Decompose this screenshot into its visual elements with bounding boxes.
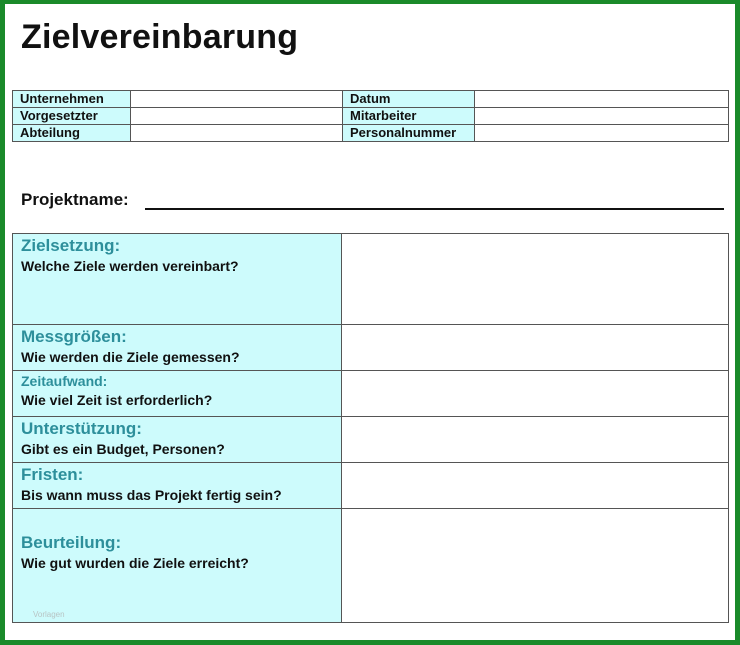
field-unternehmen[interactable] bbox=[131, 91, 343, 108]
table-row bbox=[13, 91, 729, 108]
section-zielsetzung bbox=[13, 234, 342, 325]
section-question: Gibt es ein Budget, Personen? bbox=[21, 441, 225, 457]
watermark: Vorlagen bbox=[33, 610, 65, 619]
table-row bbox=[13, 371, 729, 417]
table-row bbox=[13, 509, 729, 623]
field-vorgesetzter[interactable] bbox=[131, 108, 343, 125]
section-title: Messgrößen: bbox=[21, 327, 127, 346]
header-table bbox=[12, 90, 729, 142]
field-personalnummer[interactable] bbox=[475, 125, 729, 142]
table-row bbox=[13, 234, 729, 325]
answer-zielsetzung[interactable] bbox=[342, 234, 729, 325]
label-personalnummer: Personalnummer bbox=[343, 125, 475, 142]
section-unterstuetzung bbox=[13, 417, 342, 463]
table-row bbox=[13, 417, 729, 463]
answer-beurteilung[interactable] bbox=[342, 509, 729, 623]
section-beurteilung bbox=[13, 509, 342, 623]
answer-zeitaufwand[interactable] bbox=[342, 371, 729, 417]
label-datum: Datum bbox=[343, 91, 475, 108]
project-name-label: Projektname: bbox=[21, 190, 129, 209]
field-datum[interactable] bbox=[475, 91, 729, 108]
table-row bbox=[13, 325, 729, 371]
section-messgroessen bbox=[13, 325, 342, 371]
section-question: Wie viel Zeit ist erforderlich? bbox=[21, 392, 213, 408]
section-title: Zeitaufwand: bbox=[21, 373, 108, 389]
document-title: Zielvereinbarung bbox=[21, 18, 299, 56]
label-unternehmen: Unternehmen bbox=[13, 91, 131, 108]
section-title: Beurteilung: bbox=[21, 533, 122, 552]
label-abteilung: Abteilung bbox=[13, 125, 131, 142]
field-abteilung[interactable] bbox=[131, 125, 343, 142]
section-question: Welche Ziele werden vereinbart? bbox=[21, 258, 239, 274]
answer-unterstuetzung[interactable] bbox=[342, 417, 729, 463]
goals-table bbox=[12, 233, 729, 623]
document-page bbox=[5, 4, 735, 640]
section-title: Fristen: bbox=[21, 465, 84, 484]
section-question: Bis wann muss das Projekt fertig sein? bbox=[21, 487, 282, 503]
section-question: Wie gut wurden die Ziele erreicht? bbox=[21, 555, 249, 571]
label-mitarbeiter: Mitarbeiter bbox=[343, 108, 475, 125]
project-name-field[interactable] bbox=[145, 194, 724, 210]
answer-fristen[interactable] bbox=[342, 463, 729, 509]
field-mitarbeiter[interactable] bbox=[475, 108, 729, 125]
section-zeitaufwand bbox=[13, 371, 342, 417]
section-title: Zielsetzung: bbox=[21, 236, 121, 255]
table-row bbox=[13, 463, 729, 509]
section-fristen bbox=[13, 463, 342, 509]
section-spacer bbox=[21, 511, 333, 533]
table-row bbox=[13, 108, 729, 125]
answer-messgroessen[interactable] bbox=[342, 325, 729, 371]
section-question: Wie werden die Ziele gemessen? bbox=[21, 349, 240, 365]
project-name-row bbox=[21, 190, 724, 210]
section-title: Unterstützung: bbox=[21, 419, 142, 438]
label-vorgesetzter: Vorgesetzter bbox=[13, 108, 131, 125]
table-row bbox=[13, 125, 729, 142]
